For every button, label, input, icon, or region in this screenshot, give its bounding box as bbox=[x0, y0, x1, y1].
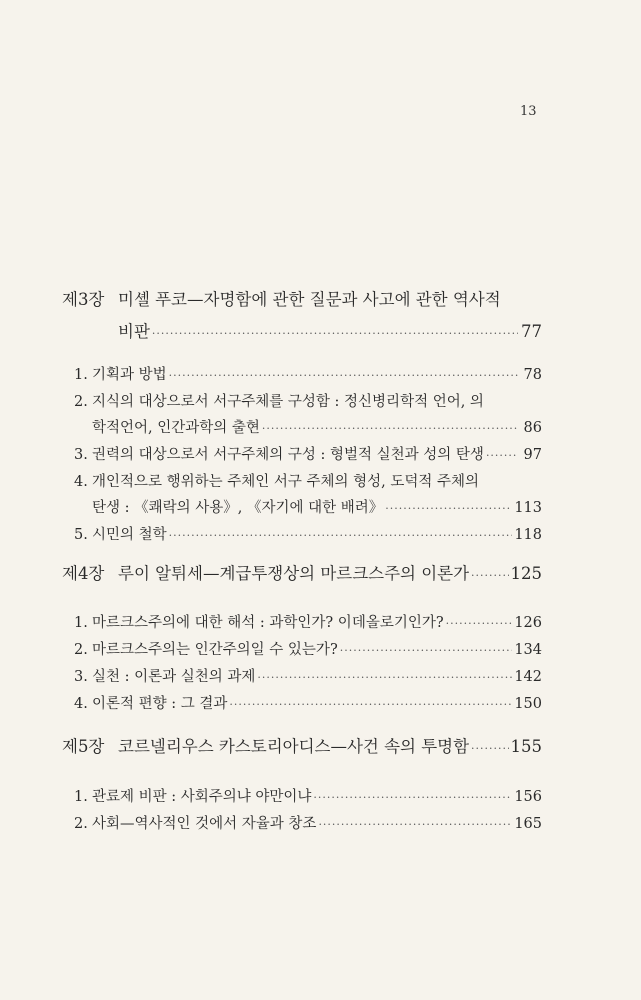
entry-page: 165 bbox=[514, 816, 542, 832]
entry-title: 기획과 방법 bbox=[92, 367, 167, 383]
entry-title-cont: 탄생 : 《쾌락의 사용》, 《자기에 대한 배려》 bbox=[92, 500, 384, 516]
toc-entry bbox=[74, 637, 542, 664]
toc-entry bbox=[74, 469, 542, 522]
entry-page: 156 bbox=[514, 789, 542, 805]
entry-title: 권력의 대상으로서 서구주체의 구성 : 형벌적 실천과 성의 탄생 bbox=[92, 447, 484, 463]
toc-entry bbox=[74, 442, 542, 469]
leader-dots bbox=[257, 665, 512, 691]
entry-number: 1. bbox=[74, 615, 88, 631]
entry-page: 78 bbox=[523, 367, 542, 383]
leader-dots bbox=[169, 523, 513, 549]
toc-entry bbox=[74, 362, 542, 389]
chapter-label: 제4장 bbox=[62, 564, 105, 583]
leader-dots bbox=[340, 638, 513, 664]
chapter-page: 125 bbox=[510, 564, 542, 583]
entry-page: 142 bbox=[514, 669, 542, 685]
chapter-label: 제5장 bbox=[62, 737, 105, 756]
chapter-label: 제3장 bbox=[62, 290, 105, 309]
entry-page: 150 bbox=[514, 696, 542, 712]
entry-title: 이론적 편향 : 그 결과 bbox=[92, 696, 228, 712]
entry-page: 118 bbox=[514, 527, 542, 543]
chapter-3-heading bbox=[62, 284, 542, 350]
leader-dots bbox=[318, 812, 512, 838]
leader-dots bbox=[229, 692, 512, 718]
toc-entry bbox=[74, 664, 542, 691]
leader-dots bbox=[152, 318, 518, 350]
entry-number: 2. bbox=[74, 642, 88, 658]
entry-number: 3. bbox=[74, 669, 88, 685]
chapter-4-heading bbox=[62, 558, 542, 592]
entry-title: 지식의 대상으로서 서구주체를 구성함 : 정신병리학적 언어, 의 bbox=[92, 394, 484, 410]
chapter-4-entries bbox=[74, 610, 542, 718]
leader-dots bbox=[446, 611, 513, 637]
toc-entry bbox=[74, 691, 542, 718]
entry-title-cont: 학적언어, 인간과학의 출현 bbox=[92, 420, 260, 436]
entry-title: 사회—역사적인 것에서 자율과 창조 bbox=[92, 816, 317, 832]
leader-dots bbox=[385, 496, 512, 522]
chapter-5-entries bbox=[74, 784, 542, 838]
entry-number: 2. bbox=[74, 394, 88, 410]
entry-page: 126 bbox=[514, 615, 542, 631]
toc-entry bbox=[74, 610, 542, 637]
entry-number: 4. bbox=[74, 696, 88, 712]
chapter-3-entries bbox=[74, 362, 542, 549]
leader-dots bbox=[471, 560, 508, 592]
entry-title: 시민의 철학 bbox=[92, 527, 167, 543]
entry-title: 마르크스주의는 인간주의일 수 있는가? bbox=[92, 642, 338, 658]
entry-page: 97 bbox=[523, 447, 542, 463]
entry-number: 5. bbox=[74, 527, 88, 543]
entry-number: 1. bbox=[74, 367, 88, 383]
chapter-title-cont: 비판 bbox=[118, 322, 150, 341]
chapter-page: 77 bbox=[521, 322, 542, 341]
chapter-page: 155 bbox=[510, 737, 542, 756]
entry-title: 개인적으로 행위하는 주체인 서구 주체의 형성, 도덕적 주체의 bbox=[92, 474, 480, 490]
entry-title: 마르크스주의에 대한 해석 : 과학인가? 이데올로기인가? bbox=[92, 615, 444, 631]
toc-entry bbox=[74, 522, 542, 549]
chapter-5-heading bbox=[62, 731, 542, 765]
leader-dots bbox=[486, 443, 518, 469]
entry-number: 2. bbox=[74, 816, 88, 832]
toc-entry bbox=[74, 784, 542, 811]
leader-dots bbox=[262, 416, 518, 442]
entry-title: 실천 : 이론과 실천의 과제 bbox=[92, 669, 256, 685]
toc-entry bbox=[74, 811, 542, 838]
leader-dots bbox=[313, 785, 512, 811]
leader-dots bbox=[471, 733, 508, 765]
entry-number: 4. bbox=[74, 474, 88, 490]
entry-page: 86 bbox=[523, 420, 542, 436]
chapter-title: 미셸 푸코—자명함에 관한 질문과 사고에 관한 역사적 bbox=[118, 290, 501, 309]
chapter-title: 루이 알튀세—계급투쟁상의 마르크스주의 이론가 bbox=[118, 564, 470, 583]
entry-number: 1. bbox=[74, 789, 88, 805]
leader-dots bbox=[169, 363, 518, 389]
page-number: 13 bbox=[520, 104, 537, 119]
entry-page: 113 bbox=[514, 500, 542, 516]
entry-page: 134 bbox=[514, 642, 542, 658]
toc-entry bbox=[74, 389, 542, 442]
entry-number: 3. bbox=[74, 447, 88, 463]
chapter-title: 코르넬리우스 카스토리아디스—사건 속의 투명함 bbox=[118, 737, 470, 756]
entry-title: 관료제 비판 : 사회주의냐 야만이냐 bbox=[92, 789, 312, 805]
